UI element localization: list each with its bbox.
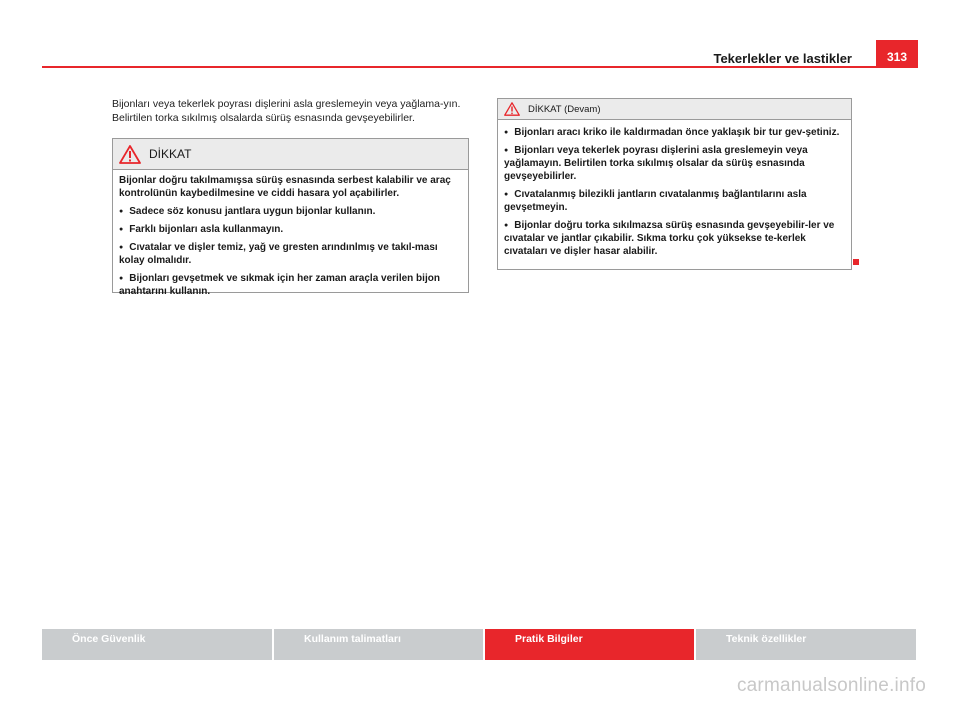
- warning-header: [113, 139, 468, 170]
- warning-list: [504, 126, 845, 258]
- tab-kullanim-talimatlari[interactable]: Kullanım talimatları: [274, 629, 483, 660]
- tab-once-guvenlik[interactable]: Önce Güvenlik: [42, 629, 272, 660]
- list-item: ● Cıvatalar ve dişler temiz, yağ ve gresten arındınlmış ve takıl-ması kolay olmalıdır.: [119, 241, 462, 267]
- header-divider: [42, 66, 918, 68]
- warning-triangle-icon: [119, 145, 141, 164]
- warning-header: [498, 99, 851, 120]
- footer-navigation: [42, 629, 918, 660]
- warning-title: DİKKAT: [149, 147, 192, 161]
- list-item: ● Cıvatalanmış bilezikli jantların cıvatalanmış bağlantılarını asla gevşetmeyin.: [504, 188, 845, 214]
- warning-title: DİKKAT (Devam): [528, 103, 601, 115]
- watermark: carmanualsonline.info: [736, 675, 926, 696]
- section-end-marker: [853, 259, 859, 265]
- warning-list: [119, 205, 462, 298]
- list-item: ● Bijonları aracı kriko ile kaldırmadan önce yaklaşık bir tur gev-şetiniz.: [504, 126, 845, 139]
- page-number: 313: [876, 40, 918, 67]
- list-item: ● Bijonlar doğru torka sıkılmazsa sürüş esnasında gevşeyebilir-ler ve cıvatalar ve jantlar çıkabilir. Sıkma torku çok yüksekse te-kerlek cıvataları ve dişler hasar alabilir.: [504, 219, 845, 258]
- list-item: ● Farklı bijonları asla kullanmayın.: [119, 223, 462, 236]
- warning-lead: Bijonlar doğru takılmamışsa sürüş esnasında serbest kalabilir ve araç kontrolünün kaybedilmesine ve ciddi hasara yol açabilirler.: [119, 175, 451, 199]
- list-item: ● Sadece söz konusu jantlara uygun bijonlar kullanın.: [119, 205, 462, 218]
- tab-teknik-ozellikler[interactable]: Teknik özellikler: [696, 629, 916, 660]
- warning-triangle-icon: [504, 102, 520, 116]
- list-item: ● Bijonları gevşetmek ve sıkmak için her zaman araçla verilen bijon anahtarını kullanın.: [119, 272, 462, 298]
- tab-pratik-bilgiler[interactable]: Pratik Bilgiler: [485, 629, 694, 660]
- intro-paragraph: Bijonları veya tekerlek poyrası dişlerini asla greslemeyin veya yağlama-yın. Belirtilen torka sıkılmış olsalarda sürüş esnasında gevşeyebilirler.: [112, 98, 461, 124]
- warning-box-left: [112, 138, 469, 297]
- section-title: Tekerlekler ve lastikler: [713, 51, 852, 66]
- list-item: ● Bijonları veya tekerlek poyrası dişlerini asla greslemeyin veya yağlamayın. Belirtilen torka sıkılmış olsalar da sürüş esnasında gevşeyebilirler.: [504, 144, 845, 183]
- warning-box-right: [497, 98, 852, 270]
